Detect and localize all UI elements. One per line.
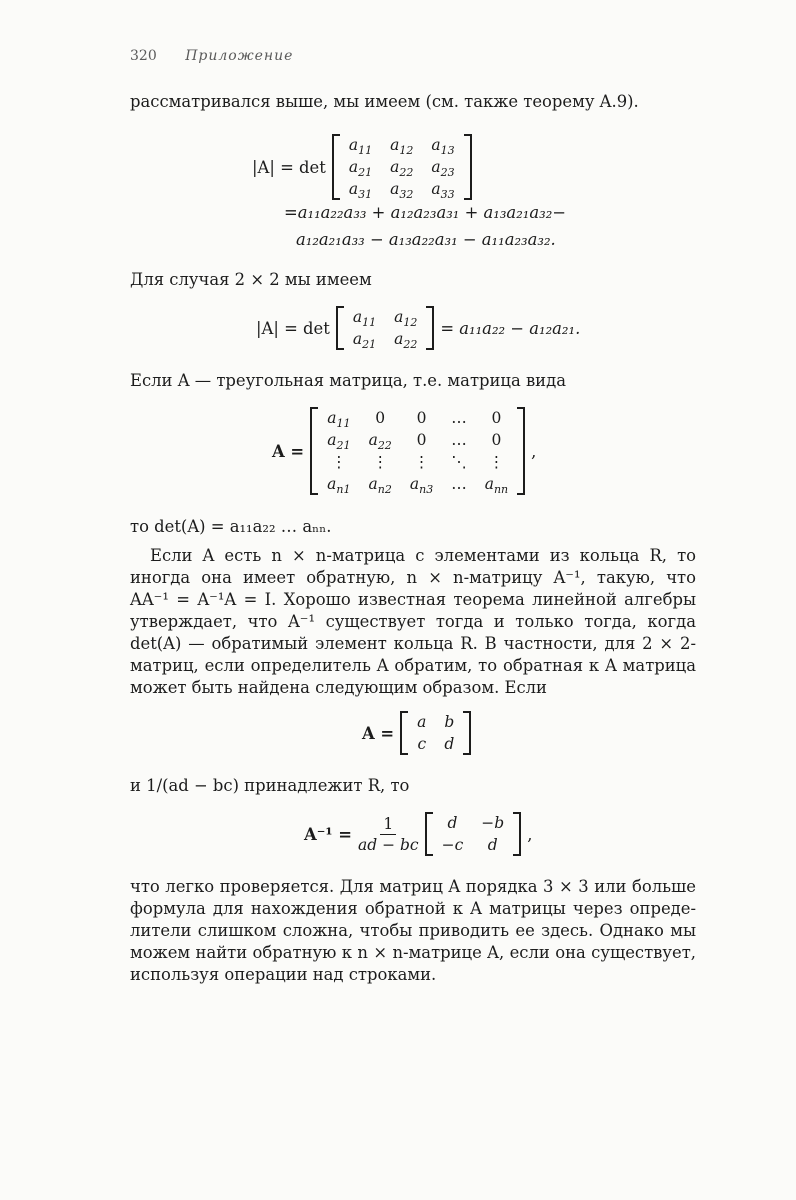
eq5-matrix	[425, 812, 522, 856]
equation-triangular-matrix	[272, 407, 536, 495]
eq2-lhs: |A| = det	[256, 318, 330, 338]
matrix-cell: $a_{12}$	[394, 308, 418, 330]
eq2-rhs: = a₁₁a₂₂ − a₁₂a₂₁.	[440, 318, 581, 338]
eq5-fraction	[358, 815, 419, 854]
text-line-intro: рассматривался выше, мы имеем (см. также теорему A.9).	[130, 92, 639, 111]
eq1-matrix	[332, 134, 472, 200]
matrix-cell: 0	[491, 409, 502, 427]
eq2-matrix	[336, 306, 435, 350]
matrix-cell: 0	[375, 409, 386, 427]
text-line-ad-bc: и 1/(ad − bc) принадлежит R, то	[130, 776, 410, 795]
matrix-cell: a	[417, 713, 427, 731]
matrix-cell: $a_{22}$	[368, 431, 392, 453]
matrix-cell: −c	[441, 836, 464, 854]
matrix-cell: …	[451, 475, 467, 493]
matrix-cell: $a_{21}$	[348, 158, 373, 180]
matrix-cell: ⋱	[451, 453, 467, 471]
matrix-cell: $a_{21}$	[352, 330, 377, 352]
eq4-matrix	[400, 711, 471, 755]
matrix-cell: d	[447, 814, 458, 832]
matrix-cell: −b	[481, 814, 505, 832]
p1-line: утверждает, что A⁻¹ существует тогда и только тогда, когда	[130, 612, 696, 631]
matrix-cell: $a_{13}$	[431, 136, 455, 158]
eq5-numerator: 1	[380, 815, 396, 835]
text-line-2x2: Для случая 2 × 2 мы имеем	[130, 270, 372, 289]
matrix-cell: d	[444, 735, 455, 753]
matrix-cell: ⋮	[331, 453, 347, 471]
eq3-lhs: A =	[272, 441, 305, 461]
eq5-denominator: ad − bc	[358, 835, 419, 854]
p2-line: лители слишком сложна, чтобы приводить ее здесь. Однако мы	[130, 921, 696, 940]
p2-line: используя операции над строками.	[130, 965, 437, 984]
matrix-cell: ⋮	[413, 453, 430, 471]
p2-line: что легко проверяется. Для матриц A порядка 3 × 3 или больше	[130, 877, 696, 896]
eq1-lhs: |A| = det	[252, 157, 326, 177]
matrix-cell: d	[487, 836, 498, 854]
matrix-cell: $a_{23}$	[431, 158, 455, 180]
matrix-cell: $a_{32}$	[390, 180, 414, 202]
p1-line: AA⁻¹ = A⁻¹A = I. Хорошо известная теорема линейной алгебры	[130, 590, 696, 609]
eq1-expansion-line2: a₁₂a₂₁a₃₃ − a₁₃a₂₂a₃₁ − a₁₁a₂₃a₃₂.	[296, 230, 556, 249]
equation-2x2-abcd	[362, 711, 471, 755]
matrix-cell: $a_{21}$	[327, 431, 351, 453]
matrix-cell: ⋮	[372, 453, 388, 471]
p1-line: матриц, если определитель A обратим, то обратная к A матрица	[130, 656, 696, 675]
p2-line: формула для нахождения обратной к A матрицы через опреде-	[130, 899, 696, 918]
matrix-cell: $a_{n1}$	[327, 475, 351, 497]
matrix-cell: $a_{31}$	[348, 180, 373, 202]
matrix-cell: $a_{n3}$	[409, 475, 434, 497]
matrix-cell: $a_{nn}$	[484, 475, 509, 497]
matrix-cell: c	[417, 735, 427, 753]
eq4-lhs: A =	[362, 723, 395, 743]
text-line-triangular: Если A — треугольная матрица, т.е. матрица вида	[130, 371, 566, 390]
running-title: Приложение	[185, 48, 294, 64]
matrix-cell: $a_{n2}$	[368, 475, 392, 497]
matrix-cell: 0	[491, 431, 502, 449]
eq5-lhs: A⁻¹ =	[304, 824, 352, 844]
eq1-expansion-line1: =a₁₁a₂₂a₃₃ + a₁₂a₂₃a₃₁ + a₁₃a₂₁a₃₂−	[284, 203, 566, 222]
page-number: 320	[130, 48, 157, 64]
eq3-tail: ,	[531, 441, 537, 461]
p2-line: можем найти обратную к n × n-матрице A, если она существует,	[130, 943, 696, 962]
eq3-matrix	[310, 407, 525, 495]
matrix-cell: b	[444, 713, 455, 731]
matrix-cell: $a_{12}$	[390, 136, 414, 158]
equation-inverse-formula	[304, 812, 532, 856]
matrix-cell: 0	[416, 431, 427, 449]
matrix-cell: $a_{33}$	[431, 180, 455, 202]
matrix-cell: …	[451, 431, 467, 449]
matrix-cell: 0	[416, 409, 427, 427]
matrix-cell: $a_{22}$	[394, 330, 418, 352]
text-line-det-product: то det(A) = a₁₁a₂₂ … aₙₙ.	[130, 517, 332, 536]
running-header	[130, 48, 293, 64]
p1-line: Если A есть n × n-матрица с элементами из кольца R, то	[150, 546, 696, 565]
matrix-cell: $a_{22}$	[390, 158, 414, 180]
matrix-cell: $a_{11}$	[348, 136, 373, 158]
p1-line: может быть найдена следующим образом. Если	[130, 678, 547, 697]
matrix-cell: ⋮	[488, 453, 505, 471]
p1-line: det(A) — обратимый элемент кольца R. В частности, для 2 × 2-	[130, 634, 696, 653]
equation-3x3-det	[252, 134, 472, 200]
matrix-cell: $a_{11}$	[327, 409, 351, 431]
matrix-cell: $a_{11}$	[352, 308, 377, 330]
eq5-tail: ,	[527, 824, 533, 844]
matrix-cell: …	[451, 409, 467, 427]
equation-2x2-det	[256, 306, 580, 350]
p1-line: иногда она имеет обратную, n × n-матрицу A⁻¹, такую, что	[130, 568, 696, 587]
